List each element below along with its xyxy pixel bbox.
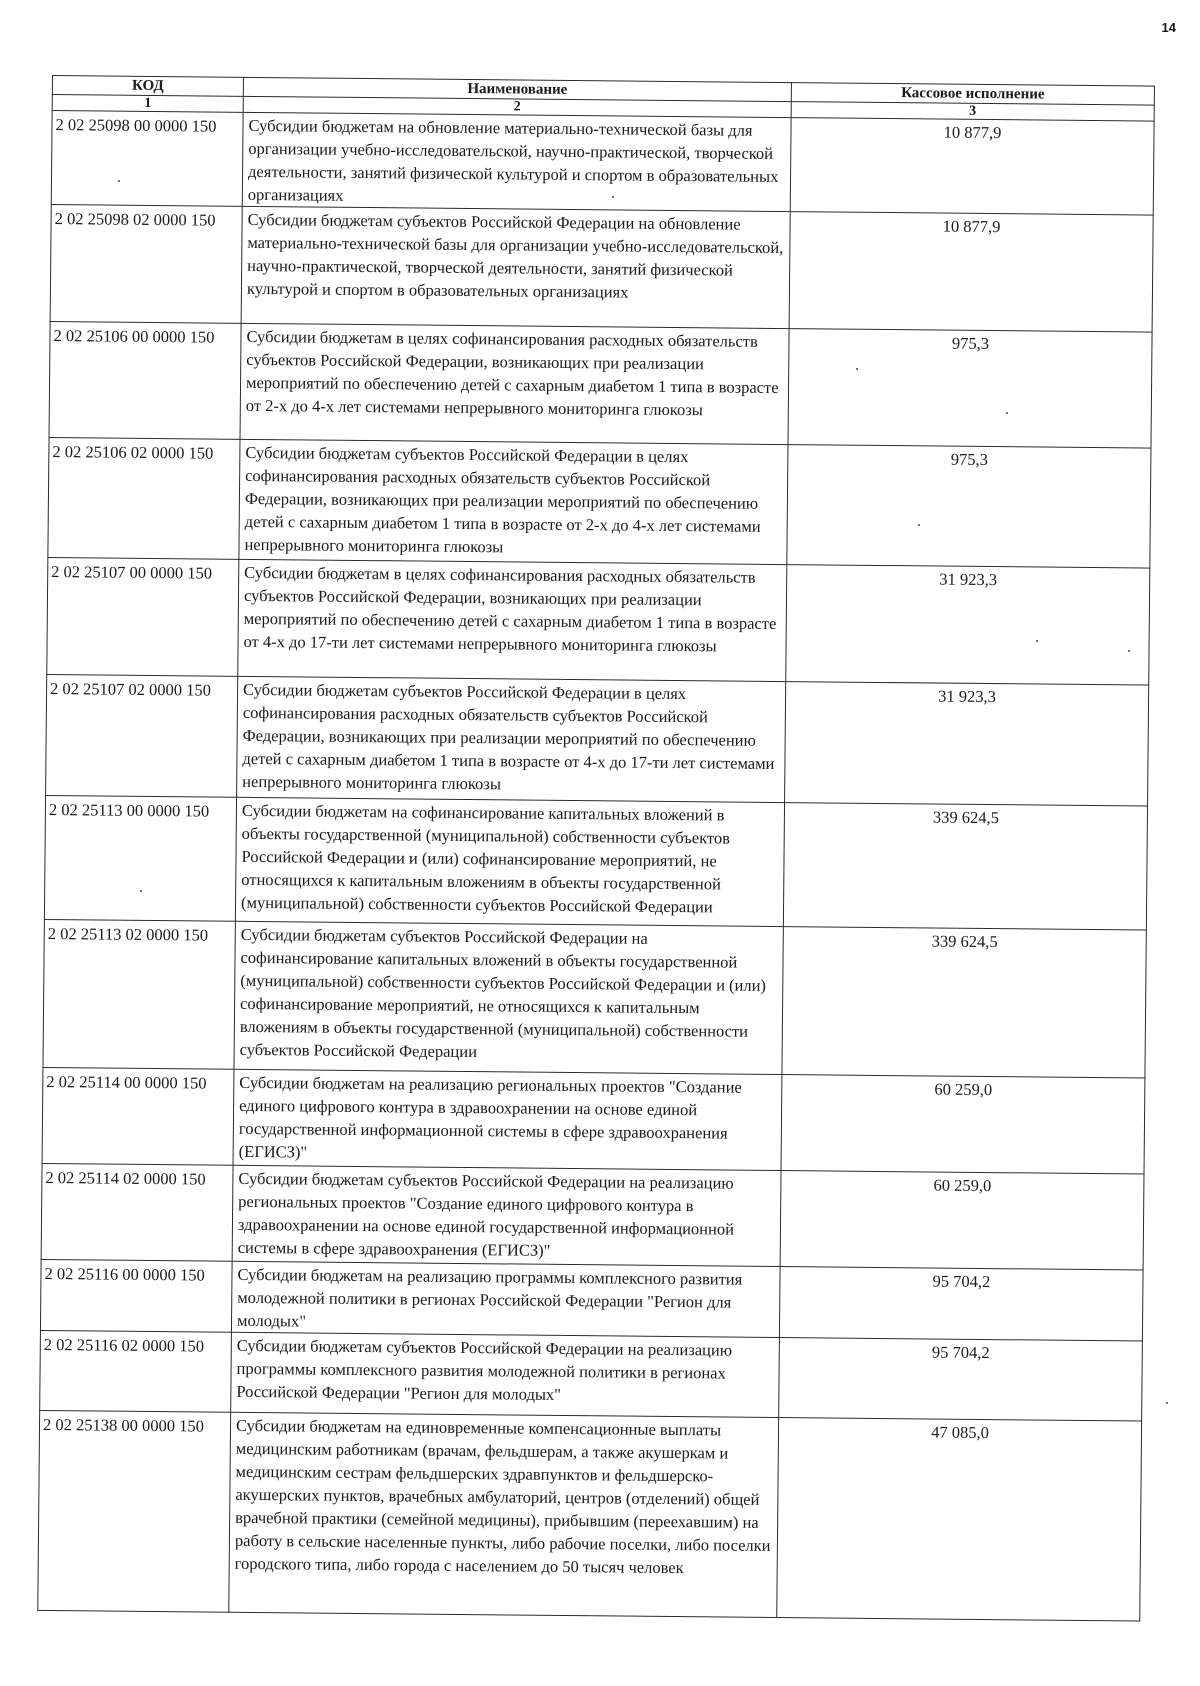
row-name: Субсидии бюджетам субъектов Российской Федерации в целях софинансирования расходных обязательств субъектов Российской Федерации, возникающих при реализации мероприятий по обеспечению детей с сахарным диабетом 1 типа в возрасте от 2-х до 4-х лет системами непрерывного мониторинга глюкозы <box>239 439 788 564</box>
row-name: Субсидии бюджетам субъектов Российской Федерации в целях софинансирования расходных обязательств субъектов Российской Федерации, возникающих при реализации мероприятий по обеспечению детей с сахарным диабетом 1 типа в возрасте от 4-х до 17-ти лет системами непрерывного мониторинга глюкозы <box>237 676 786 802</box>
table-row <box>49 321 1152 448</box>
row-amount: 975,3 <box>788 329 1152 448</box>
table-row <box>40 1330 1143 1421</box>
row-code: 2 02 25098 02 0000 150 <box>50 204 242 323</box>
scan-speck <box>140 890 142 892</box>
row-code: 2 02 25106 02 0000 150 <box>48 437 240 559</box>
budget-table-sheet <box>37 75 1154 1622</box>
row-name: Субсидии бюджетам субъектов Российской Федерации на реализацию региональных проектов "Создание единого цифрового контура в здравоохранении на основе единой государственной информационной системы в сфере здравоохранения (ЕГИСЗ)" <box>232 1165 781 1266</box>
scan-speck <box>1166 1402 1168 1404</box>
row-name: Субсидии бюджетам в целях софинансирования расходных обязательств субъектов Российской Федерации, возникающих при реализации мероприятий по обеспечению детей с сахарным диабетом 1 типа в возрасте от 4-х до 17-ти лет системами непрерывного мониторинга глюкозы <box>238 559 787 681</box>
row-name: Субсидии бюджетам на обновление материально-технической базы для организации учебно-исследовательской, научно-практической, творческой деятельности, занятий физической культурой и спортом в образовательных организациях <box>242 112 791 211</box>
table-row <box>50 204 1153 332</box>
scan-speck <box>918 524 920 526</box>
table-body <box>38 111 1154 1622</box>
row-code: 2 02 25106 00 0000 150 <box>49 321 241 439</box>
scan-speck <box>118 180 120 182</box>
table-row <box>42 1067 1145 1174</box>
table-row <box>40 1259 1143 1341</box>
row-code: 2 02 25114 02 0000 150 <box>41 1163 233 1261</box>
table-row <box>41 1163 1144 1270</box>
header-amount: Кассовое исполнение <box>791 83 1154 105</box>
scan-speck <box>612 196 614 198</box>
row-amount: 339 624,5 <box>782 927 1146 1078</box>
row-name: Субсидии бюджетам в целях софинансирования расходных обязательств субъектов Российской Федерации, возникающих при реализации мероприятий по обеспечению детей с сахарным диабетом 1 типа в возрасте от 2-х до 4-х лет системами непрерывного мониторинга глюкозы <box>240 323 789 444</box>
row-name: Субсидии бюджетам на единовременные компенсационные выплаты медицинским работникам (врачам, фельдшерам, а также акушеркам и медицинским сестрам фельдшерских здравпунктов и фельдшерско-акушерских пунктов, врачебных амбулаторий, центров (отделений) общей врачебной практики (семейной медицины), прибывшим (переехавшим) на работу в сельские населенные пункты, либо рабочие поселки, либо поселки городского типа, либо города с населением до 50 тысяч человек <box>229 1412 779 1617</box>
row-code: 2 02 25114 00 0000 150 <box>42 1067 234 1165</box>
row-code: 2 02 25107 00 0000 150 <box>47 557 239 676</box>
header-code: КОД <box>52 76 243 97</box>
table-row <box>51 111 1154 216</box>
row-name: Субсидии бюджетам субъектов Российской Федерации на обновление материально-технической базы для организации учебно-исследовательской, научно-практической, творческой деятельности, занятий физической культурой и спортом в образовательных организациях <box>241 206 790 328</box>
scan-speck <box>1036 640 1038 642</box>
row-code: 2 02 25113 02 0000 150 <box>43 919 235 1069</box>
table-row <box>43 919 1146 1078</box>
row-amount: 339 624,5 <box>783 803 1147 930</box>
page-number: 14 <box>1161 20 1176 35</box>
row-name: Субсидии бюджетам на реализацию программы комплексного развития молодежной политики в регионах Российской Федерации "Регион для молодых" <box>231 1261 780 1337</box>
table-row <box>44 795 1147 930</box>
table-row <box>48 437 1151 568</box>
row-amount: 60 259,0 <box>780 1171 1144 1270</box>
row-code: 2 02 25098 00 0000 150 <box>51 111 243 207</box>
row-amount: 10 877,9 <box>789 212 1153 332</box>
scan-speck <box>1006 412 1008 414</box>
row-code: 2 02 25116 02 0000 150 <box>40 1330 232 1412</box>
row-amount: 60 259,0 <box>781 1075 1145 1174</box>
table-row <box>47 557 1150 685</box>
row-amount: 31 923,3 <box>785 682 1149 806</box>
row-name: Субсидии бюджетам субъектов Российской Федерации на софинансирование капитальных вложений в объекты государственной (муниципальной) собственности субъектов Российской Федерации и (или) софинансирование мероприятий, не относящихся к капитальным вложениям в объекты государственной (муниципальной) собственности субъектов Российской Федерации <box>234 921 783 1074</box>
row-code: 2 02 25113 00 0000 150 <box>44 795 236 921</box>
budget-table <box>37 75 1155 1622</box>
row-code: 2 02 25107 02 0000 150 <box>46 674 238 797</box>
row-name: Субсидии бюджетам на софинансирование капитальных вложений в объекты государственной (муниципальной) собственности субъектов Российской Федерации и (или) софинансирование мероприятий, не относящихся к капитальным вложениям в объекты государственной (муниципальной) собственности субъектов Российской Федерации <box>235 797 784 926</box>
row-amount: 95 704,2 <box>779 1267 1143 1341</box>
column-number-code: 1 <box>52 95 243 113</box>
scan-speck <box>1128 650 1130 652</box>
column-number-name: 2 <box>243 96 791 117</box>
row-amount: 95 704,2 <box>779 1338 1143 1421</box>
row-code: 2 02 25138 00 0000 150 <box>38 1410 231 1612</box>
row-name: Субсидии бюджетам субъектов Российской Федерации на реализацию программы комплексного развития молодежной политики в регионах Российской Федерации "Регион для молодых" <box>231 1332 780 1417</box>
row-name: Субсидии бюджетам на реализацию региональных проектов "Создание единого цифрового контура в здравоохранении на основе единой государственной информационной системы в сфере здравоохранения (ЕГИСЗ)" <box>233 1069 782 1170</box>
row-amount: 31 923,3 <box>786 565 1150 685</box>
row-code: 2 02 25116 00 0000 150 <box>40 1259 232 1332</box>
column-number-amount: 3 <box>791 102 1154 121</box>
header-name: Наименование <box>243 77 791 101</box>
row-amount: 47 085,0 <box>777 1418 1142 1621</box>
table-row <box>46 674 1149 806</box>
row-amount: 10 877,9 <box>790 118 1154 215</box>
scan-speck <box>856 368 858 370</box>
row-amount: 975,3 <box>787 445 1151 568</box>
table-row <box>38 1410 1142 1621</box>
